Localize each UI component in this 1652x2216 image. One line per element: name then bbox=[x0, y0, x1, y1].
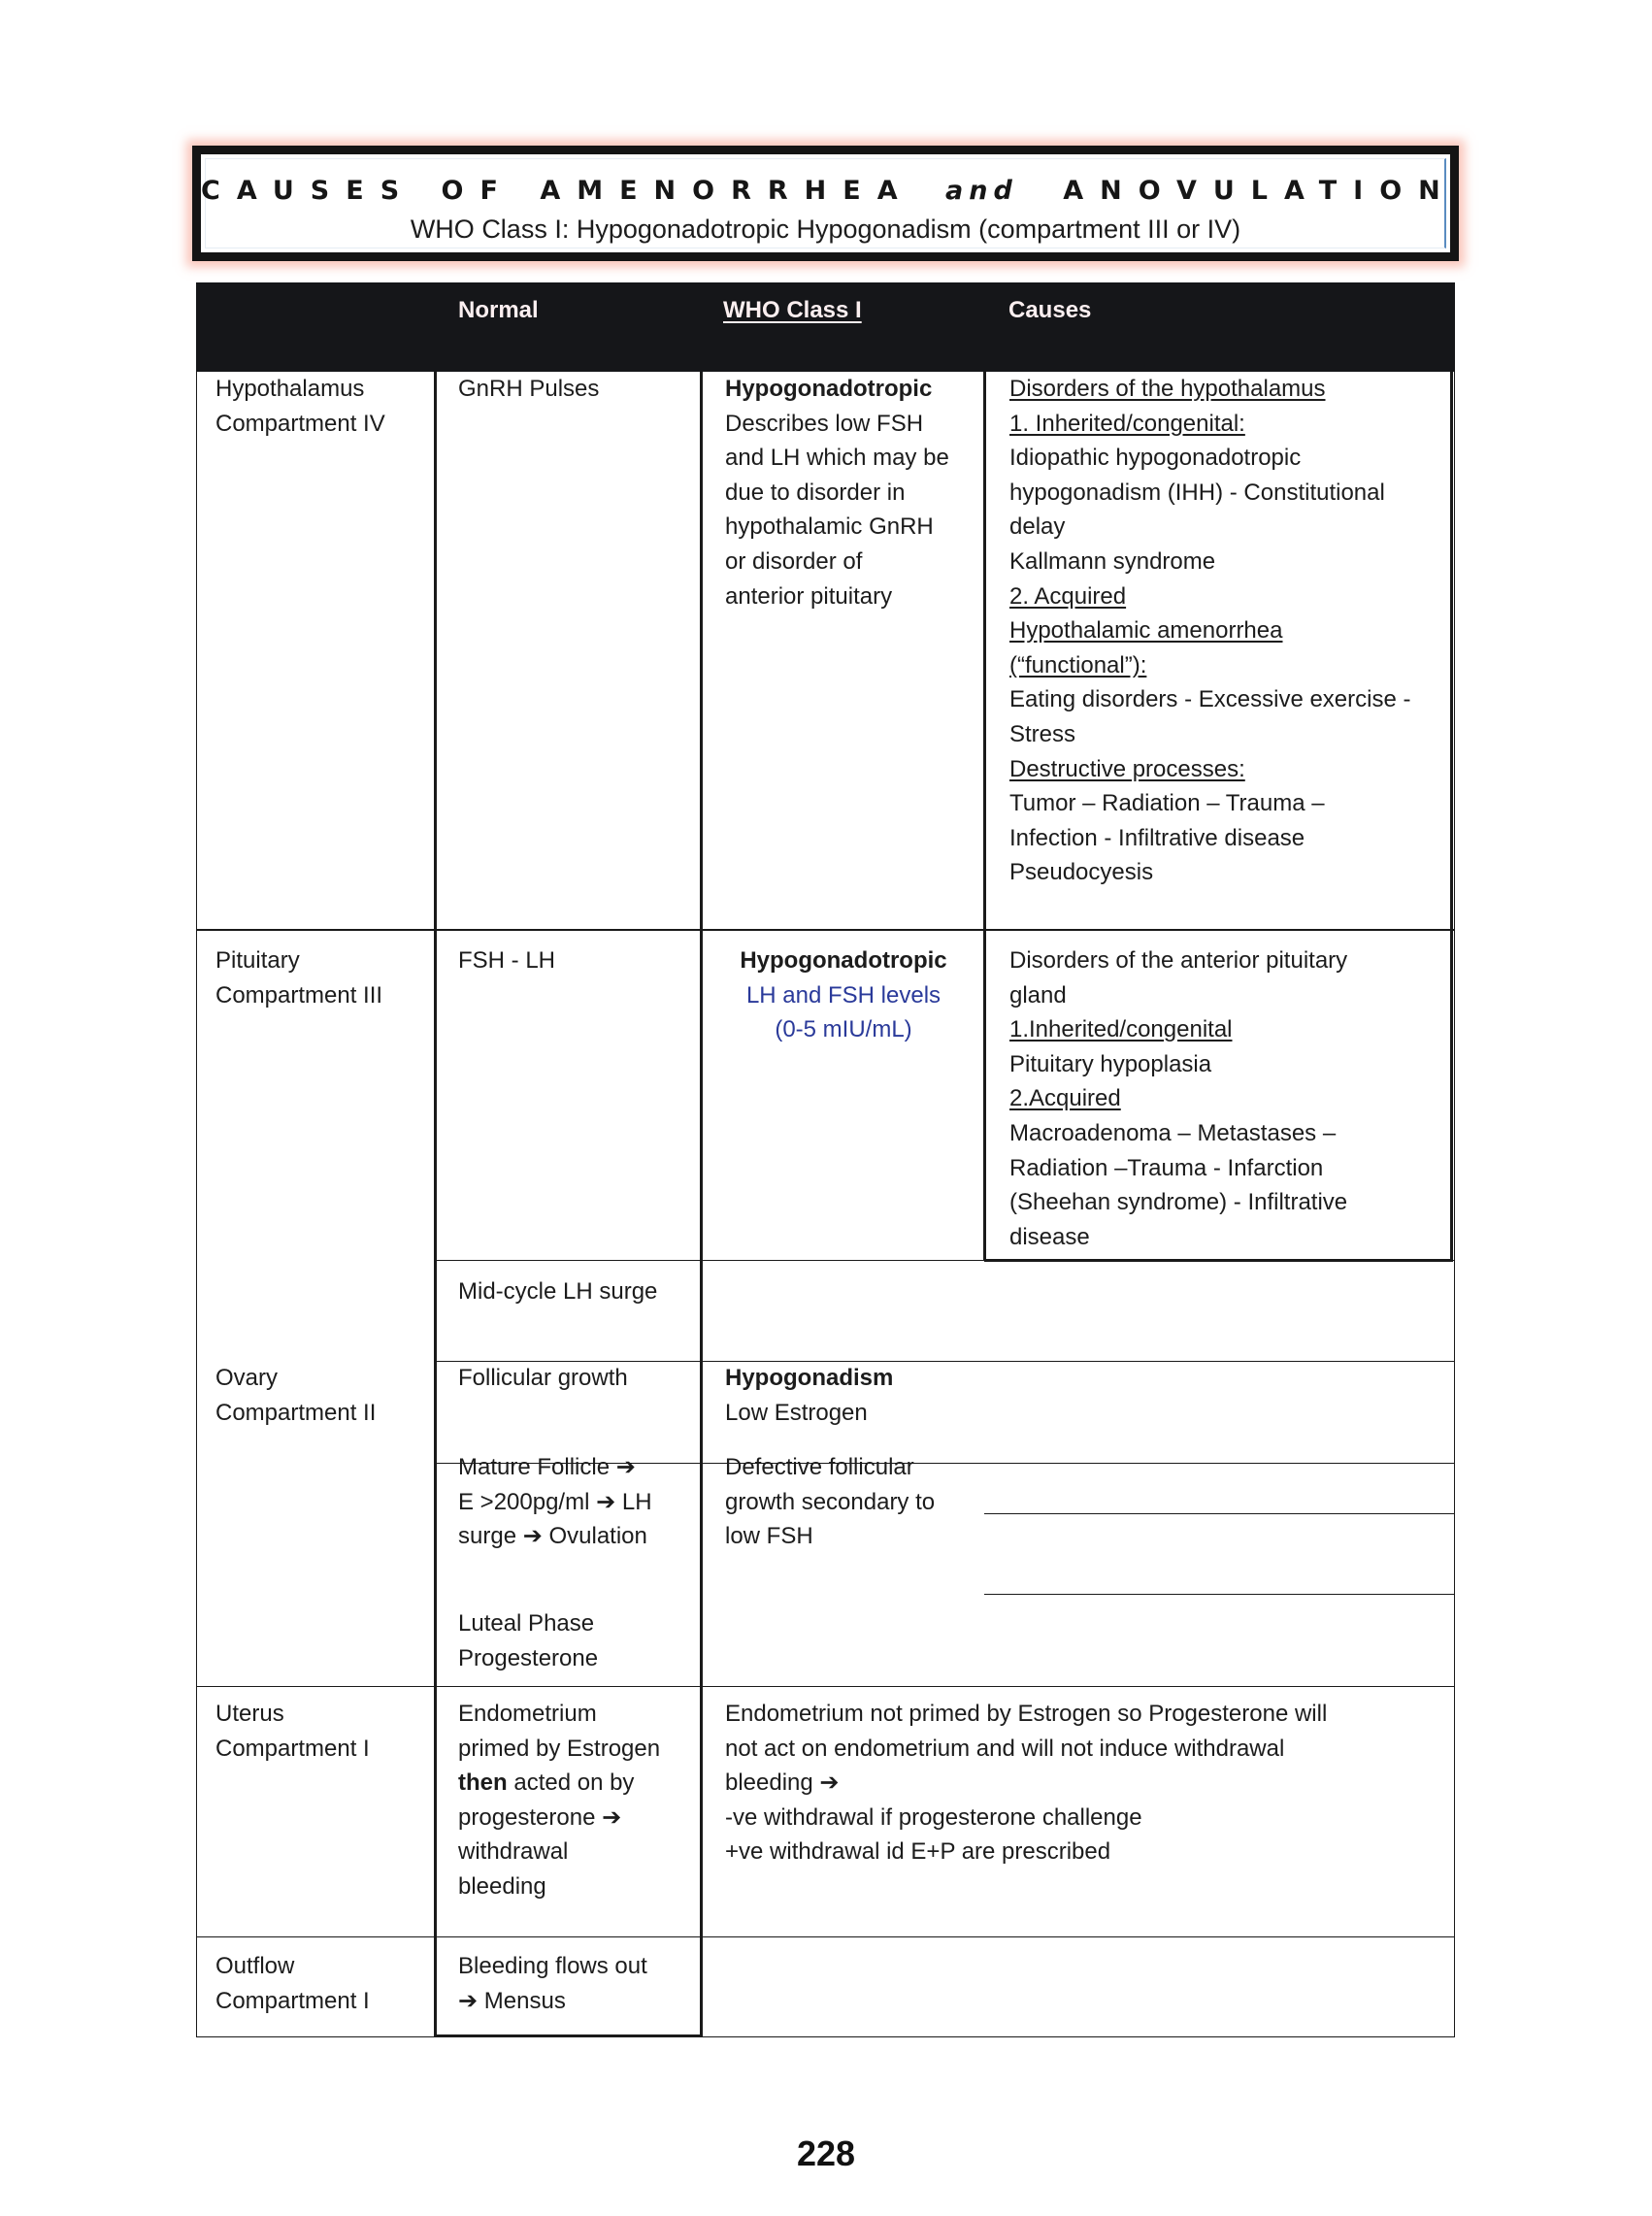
title-part2: ANOVULATION bbox=[1063, 176, 1457, 206]
compartment-number: Compartment I bbox=[215, 1735, 370, 1762]
title-part1: CAUSES OF AMENORRHEA bbox=[201, 176, 914, 206]
normal-hypothalamus bbox=[458, 372, 599, 407]
causes-line: Macroadenoma – Metastases – bbox=[1009, 1119, 1337, 1146]
who-line: low FSH bbox=[725, 1523, 813, 1550]
stray-line-1 bbox=[984, 1513, 1455, 1514]
compartment-uterus bbox=[215, 1697, 370, 1766]
normal-uterus bbox=[458, 1697, 660, 1904]
normal-line: E >200pg/ml ➔ LH bbox=[458, 1488, 652, 1515]
stray-line-2 bbox=[984, 1594, 1455, 1595]
who-heading: Hypogonadism bbox=[725, 1365, 894, 1391]
who-line: or disorder of bbox=[725, 547, 863, 575]
causes-heading: Disorders of the hypothalamus bbox=[1009, 376, 1326, 402]
who-line: hypothalamic GnRH bbox=[725, 513, 934, 541]
causes-line: Radiation –Trauma - Infarction bbox=[1009, 1154, 1324, 1181]
header-normal: Normal bbox=[458, 297, 539, 323]
normal-text: GnRH Pulses bbox=[458, 376, 600, 402]
normal-line: ➔ Mensus bbox=[458, 1987, 566, 2014]
causes-line: Pituitary hypoplasia bbox=[1009, 1050, 1212, 1077]
who-levels-range: (0-5 mIU/mL) bbox=[775, 1016, 912, 1043]
table-border-left bbox=[196, 372, 197, 2037]
header-who-class: WHO Class I bbox=[723, 297, 862, 323]
normal-pituitary bbox=[458, 943, 555, 978]
causes-subheading: 1.Inherited/congenital bbox=[1009, 1016, 1233, 1043]
causes-line: Stress bbox=[1009, 720, 1076, 747]
who-line: -ve withdrawal if progesterone challenge bbox=[725, 1803, 1142, 1831]
compartment-hypothalamus bbox=[215, 372, 385, 441]
compartment-number: Compartment I bbox=[215, 1987, 370, 2014]
title-box bbox=[192, 146, 1459, 261]
row-divider-ovary-left bbox=[196, 1686, 435, 1687]
who-hypothalamus bbox=[725, 372, 949, 613]
table-border-bottom bbox=[196, 2036, 1455, 2037]
causes-subheading: Destructive processes: bbox=[1009, 755, 1245, 782]
compartment-number: Compartment III bbox=[215, 981, 383, 1009]
who-heading: Hypogonadotropic bbox=[725, 376, 933, 402]
causes-line: (Sheehan syndrome) - Infiltrative bbox=[1009, 1189, 1348, 1216]
causes-pituitary bbox=[1009, 943, 1347, 1254]
normal-line bbox=[458, 1766, 660, 1801]
causes-line: gland bbox=[1009, 981, 1067, 1009]
causes-hypothalamus bbox=[1009, 372, 1410, 890]
header-causes: Causes bbox=[1008, 297, 1092, 323]
causes-box-right-border bbox=[1450, 372, 1453, 1262]
compartment-label: Hypothalamus bbox=[215, 376, 365, 402]
who-line: not act on endometrium and will not induce withdrawal bbox=[725, 1735, 1285, 1762]
page-title bbox=[201, 176, 1457, 206]
causes-line: hypogonadism (IHH) - Constitutional bbox=[1009, 479, 1385, 506]
who-line: and LH which may be bbox=[725, 445, 949, 472]
compartment-number: Compartment IV bbox=[215, 410, 385, 437]
table-border-right bbox=[1454, 372, 1455, 2037]
causes-line: Eating disorders - Excessive exercise - bbox=[1009, 686, 1411, 713]
causes-subheading: 1. Inherited/congenital: bbox=[1009, 410, 1245, 437]
who-line: Low Estrogen bbox=[725, 1399, 868, 1426]
who-line: growth secondary to bbox=[725, 1488, 936, 1515]
normal-line: Mature Follicle ➔ bbox=[458, 1454, 636, 1480]
causes-subheading: 2. Acquired bbox=[1009, 582, 1127, 610]
title-and: and bbox=[945, 176, 1018, 206]
normal-mature-follicle bbox=[458, 1450, 652, 1554]
row-divider-uterus bbox=[196, 1936, 1455, 1937]
compartment-label: Ovary bbox=[215, 1365, 279, 1391]
normal-follicular: Follicular growth bbox=[458, 1365, 628, 1391]
normal-line: surge ➔ Ovulation bbox=[458, 1523, 647, 1550]
who-follicular bbox=[725, 1361, 893, 1430]
compartment-ovary bbox=[215, 1361, 376, 1430]
page-subtitle: WHO Class I: Hypogonadotropic Hypogonadism (compartment III or IV) bbox=[410, 215, 1241, 244]
causes-line: disease bbox=[1009, 1223, 1090, 1250]
causes-heading: Disorders of the anterior pituitary bbox=[1009, 947, 1348, 974]
causes-line: delay bbox=[1009, 513, 1066, 541]
outflow-normal-bottom bbox=[435, 2034, 703, 2037]
who-mature-follicle bbox=[725, 1450, 935, 1554]
row-divider-fsh bbox=[435, 1260, 1455, 1261]
causes-line: Infection - Infiltrative disease bbox=[1009, 824, 1305, 851]
page-number: 228 bbox=[796, 2133, 856, 2173]
compartment-number: Compartment II bbox=[215, 1399, 377, 1426]
normal-outflow bbox=[458, 1949, 647, 2018]
normal-midcycle: Mid-cycle LH surge bbox=[458, 1278, 658, 1305]
compartment-label: Outflow bbox=[215, 1953, 295, 1979]
compartment-outflow bbox=[215, 1949, 370, 2018]
normal-line: primed by Estrogen bbox=[458, 1735, 661, 1762]
who-line: Describes low FSH bbox=[725, 410, 924, 437]
compartment-label: Uterus bbox=[215, 1701, 284, 1727]
compartment-label: Pituitary bbox=[215, 947, 300, 974]
normal-line: bleeding bbox=[458, 1872, 546, 1900]
table-header bbox=[196, 282, 1455, 372]
row-divider-ovary bbox=[435, 1686, 1455, 1687]
causes-line: Tumor – Radiation – Trauma – bbox=[1009, 790, 1325, 817]
who-line: +ve withdrawal id E+P are prescribed bbox=[725, 1838, 1111, 1866]
normal-emphasis: then bbox=[458, 1769, 508, 1797]
causes-subheading: 2.Acquired bbox=[1009, 1085, 1121, 1112]
causes-line: Idiopathic hypogonadotropic bbox=[1009, 445, 1302, 472]
who-line: anterior pituitary bbox=[725, 582, 893, 610]
normal-text: FSH - LH bbox=[458, 947, 556, 974]
row-divider-hypothalamus bbox=[196, 929, 1455, 931]
normal-line: Endometrium bbox=[458, 1701, 597, 1727]
normal-line: progesterone ➔ bbox=[458, 1803, 622, 1831]
who-levels-line: LH and FSH levels bbox=[745, 981, 942, 1009]
normal-line: Bleeding flows out bbox=[458, 1953, 647, 1979]
who-line: Defective follicular bbox=[725, 1454, 914, 1480]
who-pituitary bbox=[703, 943, 984, 1047]
normal-line: Luteal Phase bbox=[458, 1610, 595, 1637]
column-divider-2 bbox=[700, 372, 703, 2037]
causes-line: Pseudocyesis bbox=[1009, 859, 1154, 886]
who-uterus bbox=[725, 1697, 1327, 1869]
compartment-pituitary bbox=[215, 943, 382, 1012]
who-line: Endometrium not primed by Estrogen so Progesterone will bbox=[725, 1701, 1328, 1727]
normal-line-rest: acted on by bbox=[507, 1769, 635, 1797]
who-heading: Hypogonadotropic bbox=[740, 947, 947, 974]
who-line: due to disorder in bbox=[725, 479, 906, 506]
normal-luteal bbox=[458, 1606, 598, 1675]
column-divider-3 bbox=[983, 372, 986, 1260]
normal-line: withdrawal bbox=[458, 1838, 569, 1866]
who-line: bleeding ➔ bbox=[725, 1769, 840, 1797]
column-divider-1 bbox=[434, 372, 437, 2037]
causes-subheading: (“functional”): bbox=[1009, 651, 1147, 678]
causes-line: Kallmann syndrome bbox=[1009, 547, 1216, 575]
normal-line: Progesterone bbox=[458, 1644, 599, 1671]
causes-subheading: Hypothalamic amenorrhea bbox=[1009, 617, 1283, 645]
